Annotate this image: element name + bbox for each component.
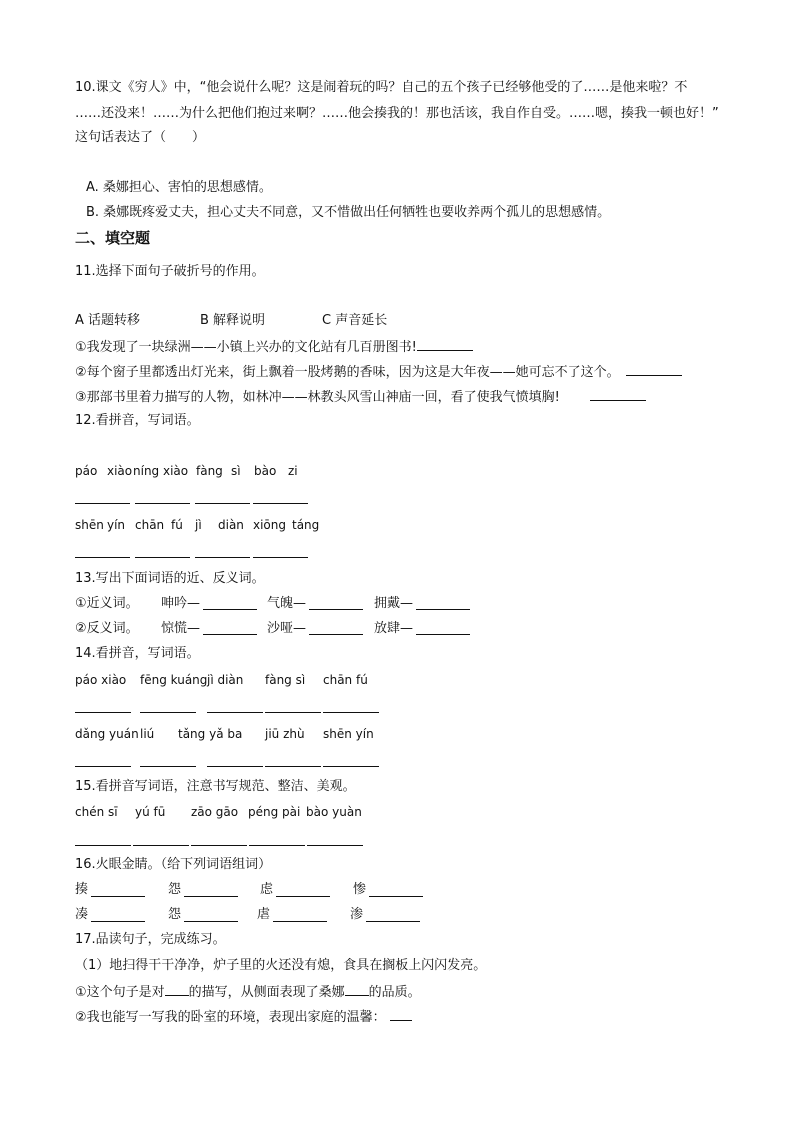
q12-pinyin: yín <box>107 518 126 532</box>
q14-pinyin: páo xiào <box>75 673 127 687</box>
q16-character: 虐 <box>257 907 271 922</box>
q12-answer-line[interactable] <box>75 503 130 504</box>
q17-item-1-text: 的描写，从侧面表现了桑娜 <box>188 985 345 1000</box>
q11-answer-blank-1[interactable] <box>417 338 473 351</box>
q14-pinyin: fēng kuáng <box>140 673 208 687</box>
q14-pinyin: jì diàn <box>207 673 244 687</box>
q17-passage: （1）地扫得干干净净，炉子里的火还没有熄，食具在搁板上闪闪发亮。 <box>75 958 487 973</box>
q16-character: 怨 <box>168 882 182 897</box>
q11-choice-b: B 解释说明 <box>200 313 266 328</box>
q14-pinyin: dǎng yuán <box>75 727 139 741</box>
q15-answer-line[interactable] <box>307 845 363 846</box>
q12-answer-line[interactable] <box>195 503 250 504</box>
q13-word: 气魄— <box>267 596 307 611</box>
q14-answer-line[interactable] <box>75 766 131 767</box>
q13-answer-line[interactable] <box>309 609 363 610</box>
q14-answer-line[interactable] <box>140 766 196 767</box>
q12-pinyin: páo <box>75 464 98 478</box>
q10-option-a[interactable]: A. 桑娜担心、害怕的思想感情。 <box>86 180 272 195</box>
q14-answer-line[interactable] <box>265 766 321 767</box>
q16-answer-line[interactable] <box>91 921 145 922</box>
q13-word: 惊慌— <box>161 621 201 636</box>
q11-choice-c: C 声音延长 <box>322 313 388 328</box>
q12-pinyin: diàn <box>218 518 244 532</box>
q16-character: 揍 <box>75 882 89 897</box>
q16-answer-line[interactable] <box>366 921 420 922</box>
q13-word: 沙哑— <box>267 621 307 636</box>
q15-stem: 15.看拼音写词语，注意书写规范、整洁、美观。 <box>75 779 356 794</box>
q13-answer-line[interactable] <box>416 609 470 610</box>
q11-answer-blank-3[interactable] <box>590 388 646 401</box>
q10-line-2: ……还没来！……为什么把他们抱过来啊？……他会揍我的！那也活该，我自作自受。……嗯，揍我一顿也好！” <box>75 106 719 121</box>
q14-pinyin: chān fú <box>323 673 368 687</box>
q15-pinyin: bào yuàn <box>306 805 362 819</box>
q15-answer-line[interactable] <box>249 845 305 846</box>
q11-sentence-3 <box>75 388 646 406</box>
q12-pinyin: táng <box>292 518 320 532</box>
q16-stem: 16.火眼金睛。（给下列词语组词） <box>75 857 272 872</box>
q12-pinyin: xiōng <box>253 518 286 532</box>
q12-pinyin: zi <box>288 464 298 478</box>
q13-stem: 13.写出下面词语的近、反义词。 <box>75 571 265 586</box>
q16-character: 渗 <box>350 907 364 922</box>
q12-answer-line[interactable] <box>75 557 130 558</box>
q11-stem: 11.选择下面句子破折号的作用。 <box>75 264 265 279</box>
q12-pinyin: níng <box>133 464 160 478</box>
q14-pinyin: liú <box>140 727 155 741</box>
q12-pinyin: chān <box>135 518 165 532</box>
q14-answer-line[interactable] <box>75 712 131 713</box>
q12-pinyin: xiào <box>107 464 133 478</box>
q17-item-1 <box>75 983 421 1001</box>
section-title: 二、填空题 <box>75 229 151 247</box>
q17-answer-blank-3[interactable] <box>390 1008 412 1021</box>
q12-pinyin: sì <box>231 464 241 478</box>
q16-character: 惨 <box>353 882 367 897</box>
q11-sentence-1-text: ①我发现了一块绿洲——小镇上兴办的文化站有几百册图书! <box>75 340 417 355</box>
q11-sentence-2-text: ②每个窗子里都透出灯光来，街上飘着一股烤鹅的香味，因为这是大年夜——她可忘不了这个。 <box>75 365 620 380</box>
q17-answer-blank-2[interactable] <box>345 983 369 996</box>
q14-answer-line[interactable] <box>323 712 379 713</box>
q17-item-2-text: ②我也能写一写我的卧室的环境，表现出家庭的温馨： <box>75 1010 386 1025</box>
q13-word: 放肆— <box>374 621 414 636</box>
q15-answer-line[interactable] <box>191 845 247 846</box>
q10-line-3: 这句话表达了（ ） <box>75 130 206 145</box>
q17-item-2 <box>75 1008 412 1026</box>
q12-answer-line[interactable] <box>135 503 190 504</box>
q13-answer-line[interactable] <box>203 634 257 635</box>
q13-answer-line[interactable] <box>416 634 470 635</box>
q16-answer-line[interactable] <box>91 896 145 897</box>
q12-stem: 12.看拼音，写词语。 <box>75 413 200 428</box>
q14-pinyin: tǎng yǎ ba <box>178 727 243 741</box>
q15-answer-line[interactable] <box>133 845 189 846</box>
q17-item-1-text: 的品质。 <box>368 985 421 1000</box>
q16-character: 怨 <box>168 907 182 922</box>
q10-option-b[interactable]: B. 桑娜既疼爱丈夫，担心丈夫不同意，又不惜做出任何牺牲也要收养两个孤儿的思想感情。 <box>86 205 611 220</box>
q12-pinyin: fú <box>171 518 183 532</box>
q15-pinyin: zāo gāo <box>191 805 239 819</box>
q12-pinyin: shēn <box>75 518 104 532</box>
q12-answer-line[interactable] <box>253 557 308 558</box>
q15-pinyin: péng pài <box>248 805 301 819</box>
q11-sentence-3-text: ③那部书里着力描写的人物，如林冲——林教头风雪山神庙一回，看了使我气愤填胸! <box>75 390 560 405</box>
q11-sentence-2 <box>75 363 682 381</box>
q17-answer-blank-1[interactable] <box>165 983 189 996</box>
q16-answer-line[interactable] <box>276 896 330 897</box>
q11-choice-a: A 话题转移 <box>75 313 141 328</box>
q12-answer-line[interactable] <box>195 557 250 558</box>
q14-answer-line[interactable] <box>207 766 263 767</box>
q12-pinyin: jì <box>195 518 202 532</box>
q12-pinyin: xiào <box>163 464 189 478</box>
q17-item-1-text: ①这个句子是对 <box>75 985 165 1000</box>
q13-synonym-label: ①近义词。 <box>75 596 139 611</box>
q13-answer-line[interactable] <box>203 609 257 610</box>
q16-character: 虑 <box>260 882 274 897</box>
q17-stem: 17.品读句子，完成练习。 <box>75 932 226 947</box>
q13-word: 拥戴— <box>374 596 414 611</box>
q16-answer-line[interactable] <box>184 921 238 922</box>
q12-answer-line[interactable] <box>135 557 190 558</box>
q16-answer-line[interactable] <box>273 921 327 922</box>
q12-pinyin: fàng <box>196 464 223 478</box>
q10-line-1: 10.课文《穷人》中，“他会说什么呢？这是闹着玩的吗？自己的五个孩子已经够他受的了……是他来啦？不 <box>75 80 688 95</box>
q15-pinyin: chén sī <box>75 805 118 819</box>
q12-answer-line[interactable] <box>253 503 308 504</box>
q14-answer-line[interactable] <box>140 712 196 713</box>
q11-sentence-1 <box>75 338 473 356</box>
q14-answer-line[interactable] <box>207 712 263 713</box>
q11-answer-blank-2[interactable] <box>626 363 682 376</box>
q14-pinyin: fàng sì <box>265 673 306 687</box>
q16-answer-line[interactable] <box>184 896 238 897</box>
q12-pinyin: bào <box>254 464 277 478</box>
q16-character: 凑 <box>75 907 89 922</box>
q16-answer-line[interactable] <box>369 896 423 897</box>
q14-answer-line[interactable] <box>265 712 321 713</box>
q13-answer-line[interactable] <box>309 634 363 635</box>
q14-stem: 14.看拼音，写词语。 <box>75 646 200 661</box>
q13-antonym-label: ②反义词。 <box>75 621 139 636</box>
q14-pinyin: shēn yín <box>323 727 374 741</box>
q15-answer-line[interactable] <box>75 845 131 846</box>
q15-pinyin: yú fū <box>135 805 166 819</box>
q14-answer-line[interactable] <box>323 766 379 767</box>
q14-pinyin: jiū zhù <box>265 727 305 741</box>
q13-word: 呻吟— <box>161 596 201 611</box>
